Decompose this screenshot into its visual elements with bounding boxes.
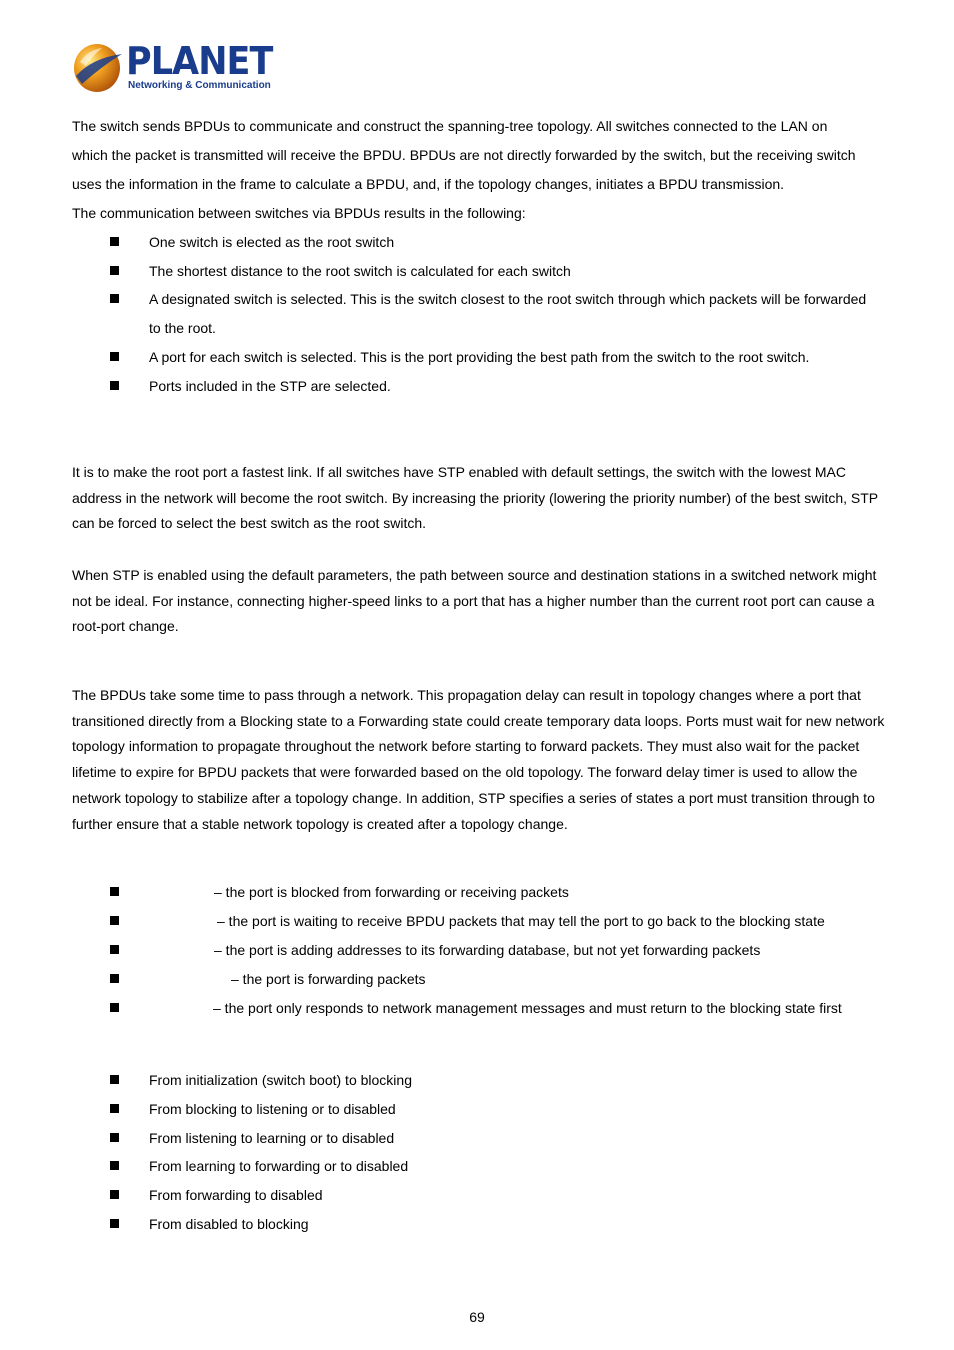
state-description: – the port is blocked from forwarding or receiving packets (214, 884, 569, 900)
bullet-marker (110, 1075, 119, 1084)
bullet-text: A designated switch is selected. This is the switch closest to the root switch through which packets will be forwarded (149, 291, 867, 307)
transition-item: From initialization (switch boot) to blocking (149, 1072, 412, 1088)
bullet-marker (110, 945, 119, 954)
paragraph-propagation-delay: The BPDUs take some time to pass through a network. This propagation delay can result in topology changes where a port that transitioned directly from a Blocking state to a Forwarding state could create temporary data loops. Ports must wait for new network topology information to propagate throughout the network before starting to forward packets. They must also wait for the packet lifetime to expire for BPDU packets that were forwarded based on the old topology. The forward delay timer is used to allow the network topology to stabilize after a topology change. In addition, STP specifies a series of states a port must transition through to further ensure that a stable network topology is created after a topology change. (72, 687, 885, 832)
bullet-text: Ports included in the STP are selected. (149, 378, 391, 394)
bullet-marker (110, 1219, 119, 1228)
transition-item: From learning to forwarding or to disabled (149, 1158, 409, 1174)
bullet-marker (110, 1161, 119, 1170)
intro-line: uses the information in the frame to calculate a BPDU, and, if the topology changes, initiates a BPDU transmission. (72, 176, 785, 192)
paragraph-default-parameters: When STP is enabled using the default parameters, the path between source and destination stations in a switched network might not be ideal. For instance, connecting higher-speed links to a port that has a higher number than the current root port can cause a root-port change. (72, 567, 877, 635)
bullet-marker (110, 1190, 119, 1199)
transition-item: From disabled to blocking (149, 1216, 309, 1232)
bullet-marker (110, 916, 119, 925)
transition-item: From forwarding to disabled (149, 1187, 323, 1203)
logo-wordmark: PLANET (126, 39, 273, 83)
bullet-text: A port for each switch is selected. This is the port providing the best path from the switch to the root switch. (149, 349, 810, 365)
bullet-text: One switch is elected as the root switch (149, 234, 395, 250)
state-description: – the port only responds to network management messages and must return to the blocking state first (213, 1000, 842, 1016)
page-number: 69 (469, 1309, 485, 1325)
globe-icon (72, 40, 126, 96)
logo-tagline: Networking & Communication (128, 80, 271, 91)
bullet-marker (110, 237, 119, 246)
state-description: – the port is adding addresses to its forwarding database, but not yet forwarding packets (214, 942, 761, 958)
paragraph-root-port: It is to make the root port a fastest link. If all switches have STP enabled with default settings, the switch with the lowest MAC address in the network will become the root switch. By increasing the priority (lowering the priority number) of the best switch, STP can be forced to select the best switch as the root switch. (72, 464, 878, 532)
bullet-marker (110, 352, 119, 361)
bullet-marker (110, 1003, 119, 1012)
bullet-marker (110, 974, 119, 983)
transition-item: From blocking to listening or to disabled (149, 1101, 396, 1117)
bullet-marker (110, 381, 119, 390)
intro-line: The switch sends BPDUs to communicate and construct the spanning-tree topology. All switches connected to the LAN on (72, 118, 828, 134)
bullet-marker (110, 1104, 119, 1113)
state-description: – the port is waiting to receive BPDU packets that may tell the port to go back to the blocking state (217, 913, 825, 929)
bullet-marker (110, 1133, 119, 1142)
bullet-text-continuation: to the root. (149, 320, 216, 336)
intro-line: which the packet is transmitted will receive the BPDU. BPDUs are not directly forwarded by the switch, but the receiving switch (72, 147, 856, 163)
intro-line: The communication between switches via BPDUs results in the following: (72, 205, 526, 221)
bullet-text: The shortest distance to the root switch is calculated for each switch (149, 263, 571, 279)
bullet-marker (110, 294, 119, 303)
transition-item: From listening to learning or to disabled (149, 1130, 395, 1146)
planet-logo (72, 39, 273, 96)
bullet-marker (110, 266, 119, 275)
state-description: – the port is forwarding packets (231, 971, 426, 987)
bullet-marker (110, 887, 119, 896)
